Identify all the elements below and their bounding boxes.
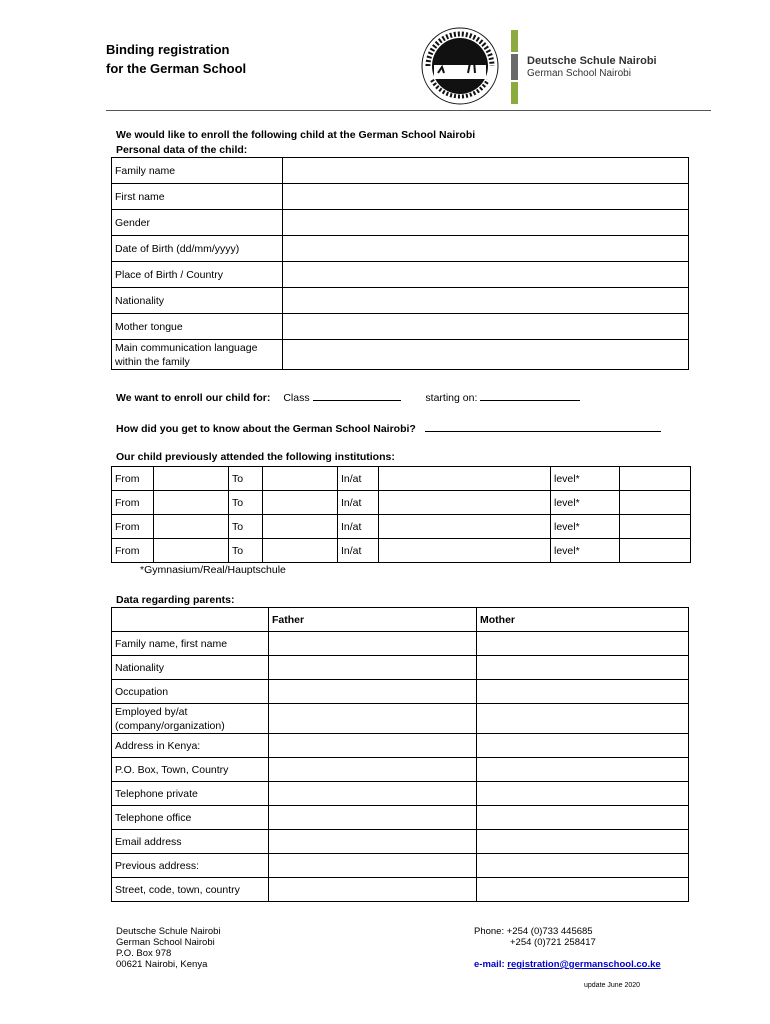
footer-email-label: e-mail: bbox=[474, 959, 505, 970]
footer-address-line: German School Nairobi bbox=[116, 937, 215, 948]
father-input[interactable] bbox=[269, 830, 477, 854]
mother-input[interactable] bbox=[477, 656, 689, 680]
field-label: Occupation bbox=[112, 680, 269, 704]
field-label: Telephone private bbox=[112, 782, 269, 806]
table-row bbox=[112, 830, 689, 854]
footer-address bbox=[116, 926, 221, 970]
field-label: Mother tongue bbox=[112, 314, 283, 340]
inat-label: In/at bbox=[338, 467, 379, 491]
brand-name: Deutsche Schule Nairobi bbox=[527, 55, 657, 67]
mother-input[interactable] bbox=[477, 758, 689, 782]
level-input[interactable] bbox=[620, 491, 691, 515]
to-label: To bbox=[229, 491, 263, 515]
inat-input[interactable] bbox=[379, 515, 551, 539]
from-label: From bbox=[112, 491, 154, 515]
father-input[interactable] bbox=[269, 758, 477, 782]
starting-label: starting on: bbox=[425, 392, 478, 404]
mother-input[interactable] bbox=[477, 830, 689, 854]
field-input[interactable] bbox=[283, 262, 689, 288]
table-row bbox=[112, 467, 691, 491]
table-row bbox=[112, 184, 689, 210]
level-label: level* bbox=[551, 467, 620, 491]
table-row bbox=[112, 680, 689, 704]
table-row bbox=[112, 158, 689, 184]
from-label: From bbox=[112, 467, 154, 491]
mother-input[interactable] bbox=[477, 782, 689, 806]
table-row bbox=[112, 314, 689, 340]
brand-bar-green-top bbox=[511, 30, 518, 52]
field-input[interactable] bbox=[283, 314, 689, 340]
table-row bbox=[112, 608, 689, 632]
form-title bbox=[106, 40, 246, 78]
brand-bar-grey bbox=[511, 54, 518, 80]
level-label: level* bbox=[551, 515, 620, 539]
inat-input[interactable] bbox=[379, 467, 551, 491]
father-input[interactable] bbox=[269, 806, 477, 830]
institutions-footnote: *Gymnasium/Real/Hauptschule bbox=[140, 564, 286, 576]
table-row bbox=[112, 539, 691, 563]
field-label: Main communication language within the family bbox=[112, 340, 283, 370]
table-row bbox=[112, 854, 689, 878]
father-input[interactable] bbox=[269, 854, 477, 878]
footer-phone-1: Phone: +254 (0)733 445685 bbox=[474, 926, 593, 937]
table-row bbox=[112, 491, 691, 515]
mother-input[interactable] bbox=[477, 878, 689, 902]
table-row bbox=[112, 288, 689, 314]
class-label: Class bbox=[283, 392, 310, 404]
inat-label: In/at bbox=[338, 515, 379, 539]
field-label: Street, code, town, country bbox=[112, 878, 269, 902]
inat-input[interactable] bbox=[379, 491, 551, 515]
field-label: Gender bbox=[112, 210, 283, 236]
from-label: From bbox=[112, 539, 154, 563]
field-label: Address in Kenya: bbox=[112, 734, 269, 758]
footer-address-line: Deutsche Schule Nairobi bbox=[116, 926, 221, 937]
child-data-table bbox=[111, 157, 689, 370]
intro-line-1: We would like to enroll the following child at the German School Nairobi bbox=[116, 129, 476, 141]
inat-label: In/at bbox=[338, 491, 379, 515]
father-input[interactable] bbox=[269, 680, 477, 704]
table-row bbox=[112, 632, 689, 656]
title-line-1: Binding registration bbox=[106, 42, 230, 57]
institutions-heading: Our child previously attended the following institutions: bbox=[116, 451, 395, 463]
parents-table bbox=[111, 607, 689, 902]
from-input[interactable] bbox=[154, 491, 229, 515]
brand-subtitle: German School Nairobi bbox=[527, 68, 631, 79]
mother-input[interactable] bbox=[477, 734, 689, 758]
mother-input[interactable] bbox=[477, 632, 689, 656]
table-row bbox=[112, 704, 689, 734]
school-logo bbox=[418, 25, 506, 107]
from-label: From bbox=[112, 515, 154, 539]
level-label: level* bbox=[551, 539, 620, 563]
table-row bbox=[112, 806, 689, 830]
table-row bbox=[112, 734, 689, 758]
to-label: To bbox=[229, 467, 263, 491]
to-input[interactable] bbox=[263, 491, 338, 515]
know-about-label: How did you get to know about the German School Nairobi? bbox=[116, 423, 416, 435]
table-row bbox=[112, 262, 689, 288]
table-row bbox=[112, 340, 689, 370]
level-label: level* bbox=[551, 491, 620, 515]
father-input[interactable] bbox=[269, 878, 477, 902]
field-input[interactable] bbox=[283, 340, 689, 370]
to-label: To bbox=[229, 539, 263, 563]
institutions-table bbox=[111, 466, 691, 563]
intro-text bbox=[116, 128, 475, 158]
table-row bbox=[112, 782, 689, 806]
field-label: Nationality bbox=[112, 656, 269, 680]
field-label: P.O. Box, Town, Country bbox=[112, 758, 269, 782]
know-about-row bbox=[116, 423, 661, 435]
father-input[interactable] bbox=[269, 656, 477, 680]
father-input[interactable] bbox=[269, 704, 477, 734]
field-label: Place of Birth / Country bbox=[112, 262, 283, 288]
field-label: Family name, first name bbox=[112, 632, 269, 656]
enroll-label: We want to enroll our child for: bbox=[116, 392, 271, 404]
to-input[interactable] bbox=[263, 515, 338, 539]
intro-line-2: Personal data of the child: bbox=[116, 144, 248, 156]
inat-input[interactable] bbox=[379, 539, 551, 563]
from-input[interactable] bbox=[154, 539, 229, 563]
level-input[interactable] bbox=[620, 539, 691, 563]
mother-input[interactable] bbox=[477, 680, 689, 704]
title-line-2: for the German School bbox=[106, 61, 247, 76]
level-input[interactable] bbox=[620, 467, 691, 491]
table-row bbox=[112, 210, 689, 236]
mother-input[interactable] bbox=[477, 806, 689, 830]
know-about-input[interactable] bbox=[425, 431, 661, 432]
footer-address-line: 00621 Nairobi, Kenya bbox=[116, 959, 208, 970]
father-input[interactable] bbox=[269, 782, 477, 806]
to-input[interactable] bbox=[263, 539, 338, 563]
table-row bbox=[112, 878, 689, 902]
field-input[interactable] bbox=[283, 210, 689, 236]
enroll-row bbox=[116, 392, 580, 404]
starting-date-input[interactable] bbox=[480, 400, 580, 401]
mother-input[interactable] bbox=[477, 854, 689, 878]
from-input[interactable] bbox=[154, 515, 229, 539]
inat-label: In/at bbox=[338, 539, 379, 563]
class-input[interactable] bbox=[313, 400, 401, 401]
field-label: Employed by/at (company/organization) bbox=[112, 704, 269, 734]
table-row bbox=[112, 236, 689, 262]
table-row bbox=[112, 515, 691, 539]
father-input[interactable] bbox=[269, 632, 477, 656]
field-input[interactable] bbox=[283, 236, 689, 262]
footer-contact bbox=[474, 926, 661, 970]
field-label: Family name bbox=[112, 158, 283, 184]
level-input[interactable] bbox=[620, 515, 691, 539]
field-label: Email address bbox=[112, 830, 269, 854]
table-row bbox=[112, 656, 689, 680]
to-label: To bbox=[229, 515, 263, 539]
field-label: First name bbox=[112, 184, 283, 210]
mother-input[interactable] bbox=[477, 704, 689, 734]
field-input[interactable] bbox=[283, 158, 689, 184]
parents-heading: Data regarding parents: bbox=[116, 594, 235, 606]
brand-bar-green-bottom bbox=[511, 82, 518, 104]
field-label: Telephone office bbox=[112, 806, 269, 830]
footer-phone-2: +254 (0)721 258417 bbox=[510, 937, 596, 948]
table-row bbox=[112, 758, 689, 782]
header-divider bbox=[106, 110, 711, 111]
mother-header: Mother bbox=[477, 608, 689, 632]
field-label: Date of Birth (dd/mm/yyyy) bbox=[112, 236, 283, 262]
from-input[interactable] bbox=[154, 467, 229, 491]
to-input[interactable] bbox=[263, 467, 338, 491]
footer-address-line: P.O. Box 978 bbox=[116, 948, 172, 959]
father-header: Father bbox=[269, 608, 477, 632]
field-input[interactable] bbox=[283, 184, 689, 210]
field-input[interactable] bbox=[283, 288, 689, 314]
field-label: Previous address: bbox=[112, 854, 269, 878]
corner-cell bbox=[112, 608, 269, 632]
footer-email-link[interactable]: registration@germanschool.co.ke bbox=[507, 959, 661, 970]
update-note: update June 2020 bbox=[584, 982, 641, 989]
father-input[interactable] bbox=[269, 734, 477, 758]
field-label: Nationality bbox=[112, 288, 283, 314]
